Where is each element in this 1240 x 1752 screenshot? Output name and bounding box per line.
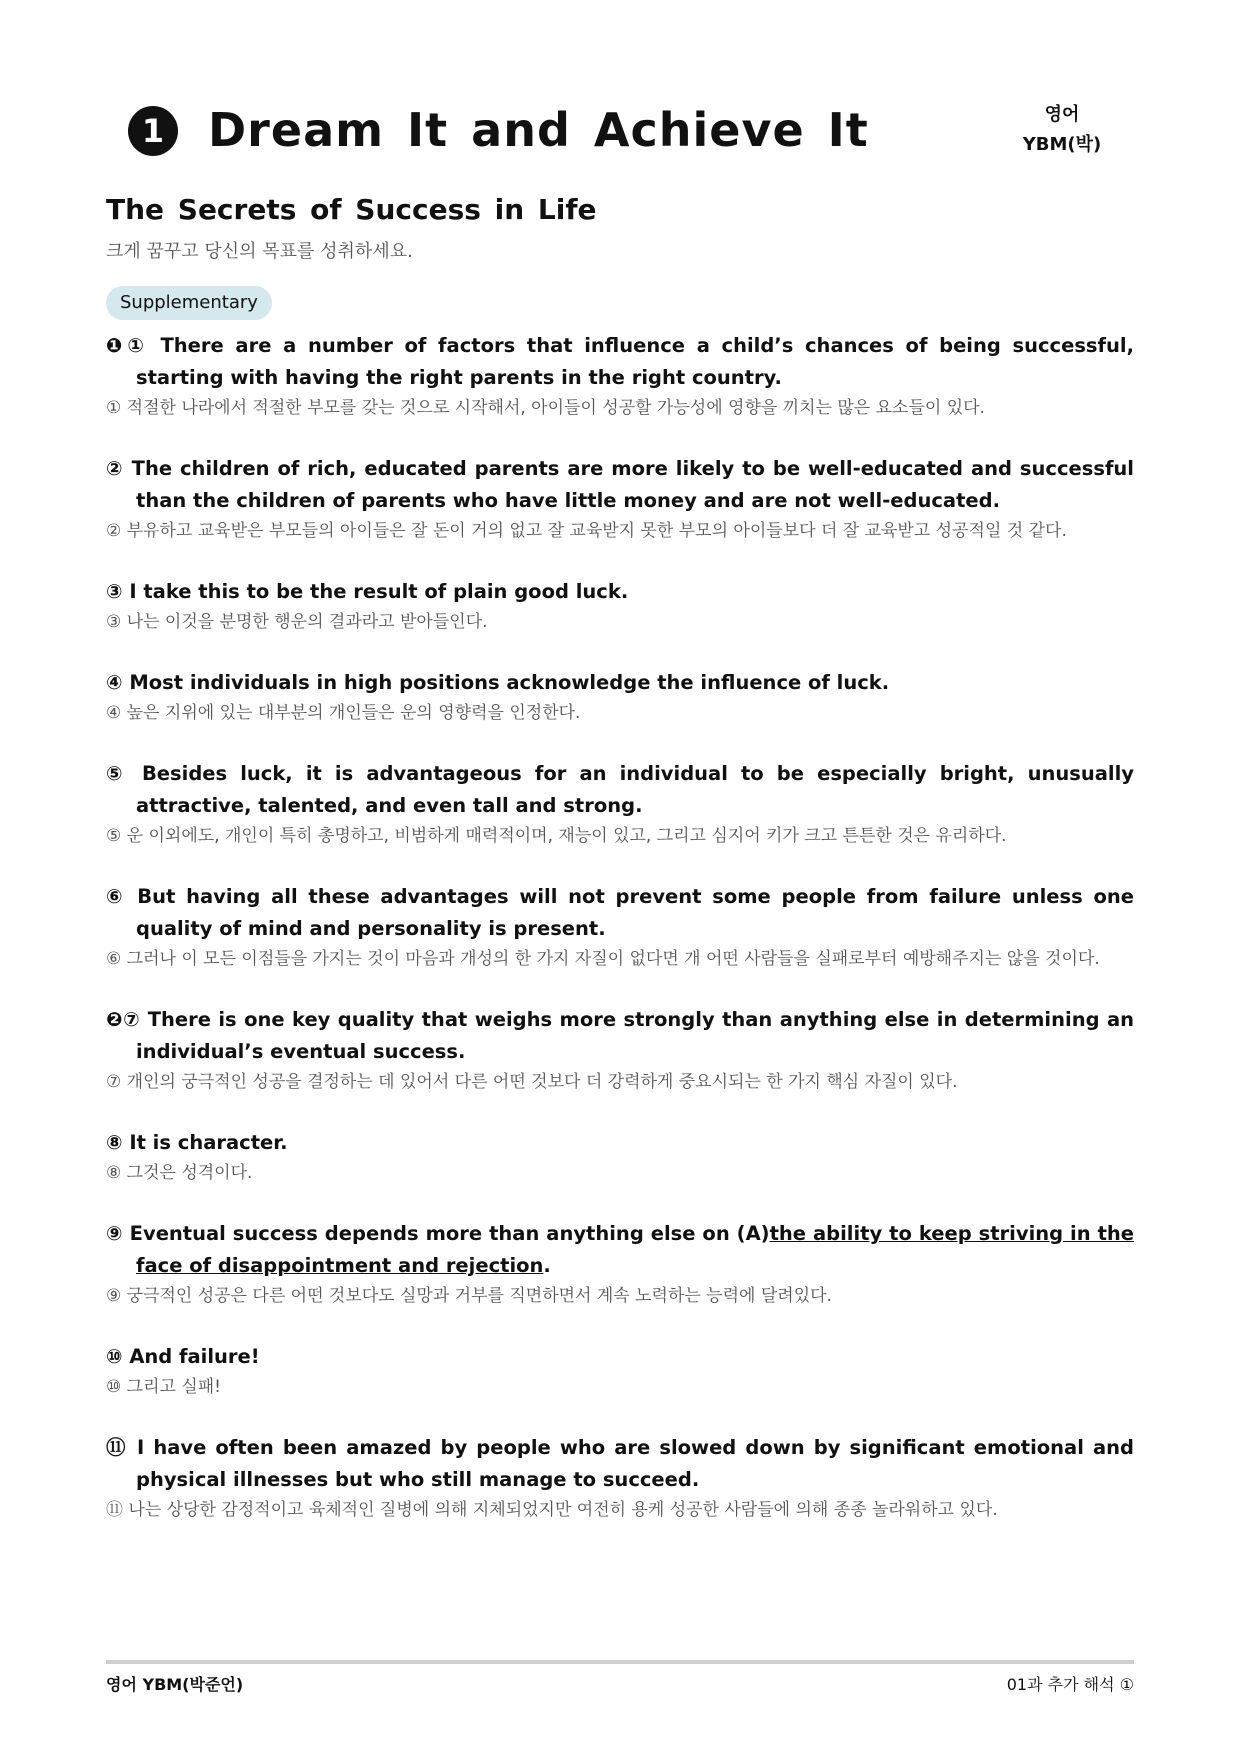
korean-text: 높은 지위에 있는 대부분의 개인들은 운의 영향력을 인정한다.	[126, 703, 581, 723]
korean-text: 그러나 이 모든 이점들을 가지는 것이 마음과 개성의 한 가지 자질이 없다면 개 어떤 사람들을 실패로부터 예방해주지는 않을 것이다.	[126, 949, 1100, 969]
korean-translation	[106, 394, 1134, 423]
sentence-number: ③	[106, 580, 123, 603]
english-sentence	[106, 1341, 1134, 1373]
korean-translation	[106, 1159, 1134, 1188]
sentence-number: ⑩	[106, 1345, 123, 1368]
translation-number: ⑤	[106, 826, 122, 846]
korean-text: 적절한 나라에서 적절한 부모를 갖는 것으로 시작해서, 아이들이 성공할 가능성에 영향을 끼치는 많은 요소들이 있다.	[126, 398, 985, 418]
english-text: It is character.	[129, 1131, 288, 1154]
english-text: Eventual success depends more than anything else on (A)	[129, 1222, 770, 1245]
english-text: I take this to be the result of plain good luck.	[129, 580, 629, 603]
english-sentence	[106, 881, 1134, 945]
english-sentence	[106, 1127, 1134, 1159]
translation-number: ②	[106, 521, 122, 541]
korean-text: 부유하고 교육받은 부모들의 아이들은 잘 돈이 거의 없고 잘 교육받지 못한 부모의 아이들보다 더 잘 교육받고 성공적일 것 같다.	[126, 521, 1067, 541]
sentence-item	[106, 1218, 1134, 1311]
sentence-item	[106, 881, 1134, 974]
english-sentence	[106, 453, 1134, 517]
english-text: I have often been amazed by people who are slowed down by significant emotional and physical illnesses but who still manage to succeed.	[136, 1436, 1134, 1491]
chapter-title: Dream It and Achieve It	[208, 103, 869, 157]
sentence-number: ②	[106, 457, 124, 480]
sentence-number: ⑨	[106, 1222, 123, 1245]
sentence-item	[106, 453, 1134, 546]
korean-text: 나는 이것을 분명한 행운의 결과라고 받아들인다.	[126, 612, 488, 632]
sentence-number: ⑥	[106, 885, 127, 908]
english-sentence	[106, 1004, 1134, 1068]
translation-number: ④	[106, 703, 122, 723]
english-text: The children of rich, educated parents are more likely to be well-educated and successful than the children of parents who have little money and are not well-educated.	[131, 457, 1134, 512]
korean-translation	[106, 945, 1134, 974]
subject-label	[1002, 100, 1122, 160]
korean-text: 그것은 성격이다.	[126, 1163, 253, 1183]
sentence-item	[106, 1004, 1134, 1097]
english-sentence	[106, 1432, 1134, 1496]
sentence-number: ①	[127, 334, 149, 357]
english-text: There is one key quality that weighs more strongly than anything else in determining an individual’s eventual success.	[136, 1008, 1134, 1063]
chapter-number-badge: 1	[128, 106, 178, 156]
korean-translation	[106, 1068, 1134, 1097]
sentence-number: ⑧	[106, 1131, 123, 1154]
sentence-number: ④	[106, 671, 123, 694]
sentence-item	[106, 758, 1134, 851]
korean-translation	[106, 608, 1134, 637]
sentence-item	[106, 1341, 1134, 1402]
sentence-item	[106, 1432, 1134, 1525]
korean-translation	[106, 1373, 1134, 1402]
english-text: There are a number of factors that influence a child’s chances of being successful, starting with having the right parents in the right country.	[136, 334, 1134, 389]
supplementary-badge: Supplementary	[106, 286, 272, 320]
sentence-number: ⑦	[123, 1008, 141, 1031]
sentence-item	[106, 1127, 1134, 1188]
english-sentence	[106, 667, 1134, 699]
english-sentence	[106, 1218, 1134, 1282]
sentence-number: ⑤	[106, 762, 129, 785]
section-subtitle: 크게 꿈꾸고 당신의 목표를 성취하세요.	[106, 241, 413, 262]
sentence-item	[106, 330, 1134, 423]
korean-text: 개인의 궁극적인 성공을 결정하는 데 있어서 다른 어떤 것보다 더 강력하게 중요시되는 한 가지 핵심 자질이 있다.	[126, 1072, 958, 1092]
korean-translation	[106, 517, 1134, 546]
sentence-item	[106, 667, 1134, 728]
sentence-item	[106, 576, 1134, 637]
translation-number: ①	[106, 398, 122, 418]
subject-line-2: YBM(박)	[1022, 134, 1102, 155]
korean-translation	[106, 1282, 1134, 1311]
korean-text: 궁극적인 성공은 다른 어떤 것보다도 실망과 거부를 직면하면서 계속 노력하는 능력에 달려있다.	[126, 1286, 832, 1306]
korean-translation	[106, 822, 1134, 851]
translation-number: ⑩	[106, 1377, 122, 1397]
footer-publisher: 영어 YBM(박준언)	[106, 1675, 244, 1694]
korean-translation	[106, 1496, 1134, 1525]
sentence-number: ⑪	[106, 1436, 128, 1459]
translation-number: ③	[106, 612, 122, 632]
english-sentence	[106, 576, 1134, 608]
paragraph-marker: ❶	[106, 334, 128, 357]
translation-number: ⑪	[106, 1500, 123, 1520]
sentence-list	[106, 330, 1134, 1555]
translation-number: ⑥	[106, 949, 122, 969]
korean-text: 그리고 실패!	[126, 1377, 221, 1397]
translation-number: ⑨	[106, 1286, 122, 1306]
english-text: And failure!	[129, 1345, 260, 1368]
english-sentence	[106, 330, 1134, 394]
english-text: Besides luck, it is advantageous for an individual to be especially bright, unusually attractive, talented, and even tall and strong.	[136, 762, 1134, 817]
paragraph-marker: ❷	[106, 1008, 124, 1031]
underlined-phrase-a: the ability to keep striving in the face of disappointment and rejection	[136, 1222, 1135, 1277]
english-text: Most individuals in high positions acknowledge the influence of luck.	[129, 671, 890, 694]
translation-number: ⑧	[106, 1163, 122, 1183]
translation-number: ⑦	[106, 1072, 122, 1092]
footer-page-label: 01과 추가 해석 ①	[1006, 1675, 1134, 1694]
section-title: The Secrets of Success in Life	[106, 193, 597, 226]
subject-line-1: 영어	[1044, 104, 1080, 125]
english-text: But having all these advantages will not prevent some people from failure unless one quality of mind and personality is present.	[136, 885, 1134, 940]
korean-text: 나는 상당한 감정적이고 육체적인 질병에 의해 지체되었지만 여전히 용케 성공한 사람들에 의해 종종 놀라워하고 있다.	[128, 1500, 998, 1520]
english-text-end: .	[543, 1254, 551, 1277]
korean-translation	[106, 699, 1134, 728]
english-sentence	[106, 758, 1134, 822]
footer-divider	[106, 1660, 1134, 1664]
korean-text: 운 이외에도, 개인이 특히 총명하고, 비범하게 매력적이며, 재능이 있고, 그리고 심지어 키가 크고 튼튼한 것은 유리하다.	[126, 826, 1007, 846]
